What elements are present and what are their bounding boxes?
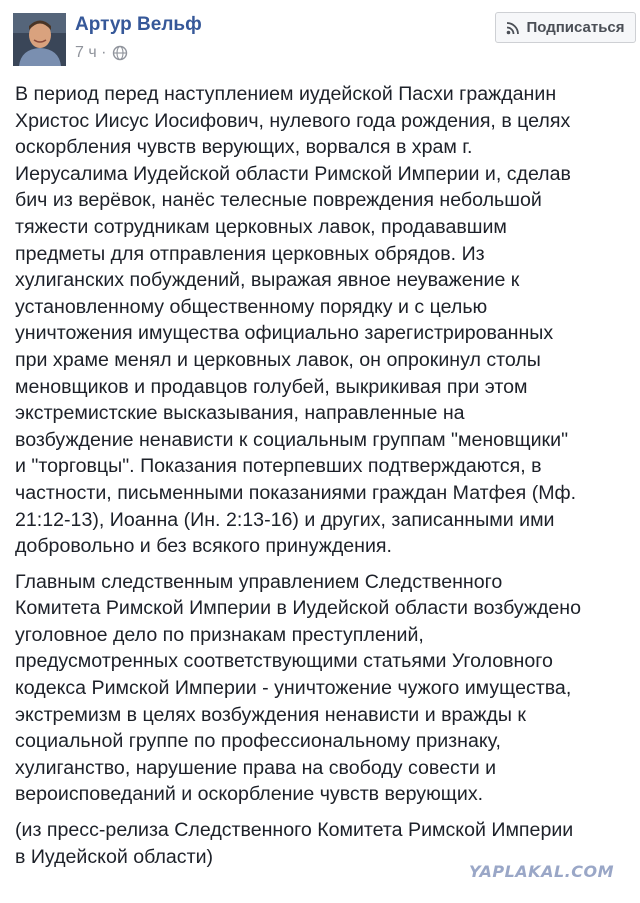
text-line: тяжести сотрудникам церковных лавок, продававшим xyxy=(15,215,507,238)
text-line: при храме менял и церковных лавок, он опрокинул столы xyxy=(15,348,541,371)
text-line: кодекса Римской Империи - уничтожение чужого имущества, xyxy=(15,677,572,700)
text-line: предусмотренных соответствующими статьями Уголовного xyxy=(15,650,553,673)
text-line: и "торговцы". Показания потерпевших подтверждаются, в xyxy=(15,455,542,478)
text-line: возбуждение ненависти к социальным группам "меновщики" xyxy=(15,428,569,451)
text-line: меновщиков и продавцов голубей, выкрикивая при этом xyxy=(15,375,528,398)
text-line: Главным следственным управлением Следственного xyxy=(15,570,503,593)
text-line: экстремизм в целях возбуждения ненависти и вражды к xyxy=(15,703,526,726)
text-line: оскорбления чувств верующих, ворвался в храм г. xyxy=(15,136,473,159)
post-paragraph-2 xyxy=(15,569,640,808)
subscribe-label: Подписаться xyxy=(526,19,625,36)
post-body xyxy=(15,81,640,870)
text-line: уничтожения имущества официально зарегистрированных xyxy=(15,322,554,345)
text-line: хулиганство, нарушение права на свободу совести и xyxy=(15,756,497,779)
text-line: Иерусалима Иудейской области Римской Империи и, сделав xyxy=(15,162,571,185)
paragraph-spacer xyxy=(15,560,640,569)
text-line: социальной группе по профессиональному признаку, xyxy=(15,730,501,753)
post-timestamp[interactable]: 7 ч · xyxy=(75,44,107,61)
post-meta xyxy=(75,43,128,63)
text-line: добровольно и без всякого принуждения. xyxy=(15,535,392,558)
text-line: В период перед наступлением иудейской Пасхи гражданин xyxy=(15,83,557,105)
author-avatar[interactable] xyxy=(13,13,66,66)
text-line: хулиганских побуждений, выражая явное неуважение к xyxy=(15,269,520,292)
text-line: Комитета Римской Империи в Иудейской области возбуждено xyxy=(15,597,582,620)
text-line: в Иудейской области) xyxy=(15,845,214,868)
author-name-link[interactable]: Артур Вельф xyxy=(75,14,202,35)
text-line: вероисповеданий и оскорбление чувств верующих. xyxy=(15,783,484,806)
post-paragraph-1 xyxy=(15,81,640,560)
text-line: Христос Иисус Иосифович, нулевого года рождения, в целях xyxy=(15,109,571,132)
globe-icon[interactable] xyxy=(112,45,128,61)
text-line: экстремистские высказывания, направленные на xyxy=(15,402,465,425)
text-line: бич из верёвок, нанёс телесные повреждения небольшой xyxy=(15,189,542,212)
paragraph-spacer xyxy=(15,808,640,817)
site-watermark: YAPLAKAL.COM xyxy=(468,862,614,881)
text-line: (из пресс-релиза Следственного Комитета Римской Империи xyxy=(15,819,574,842)
text-line: 21:12-13), Иоанна (Ин. 2:13-16) и других, записанными ими xyxy=(15,508,555,531)
subscribe-button[interactable] xyxy=(495,12,636,43)
text-line: уголовное дело по признакам преступлений, xyxy=(15,623,424,646)
text-line: предметы для отправления церковных обрядов. Из xyxy=(15,242,485,265)
rss-icon xyxy=(506,21,520,35)
post-header xyxy=(0,0,640,72)
avatar-image xyxy=(13,13,66,66)
text-line: частности, письменными показаниями граждан Матфея (Мф. xyxy=(15,481,577,504)
text-line: установленному общественному порядку и с целью xyxy=(15,295,488,318)
